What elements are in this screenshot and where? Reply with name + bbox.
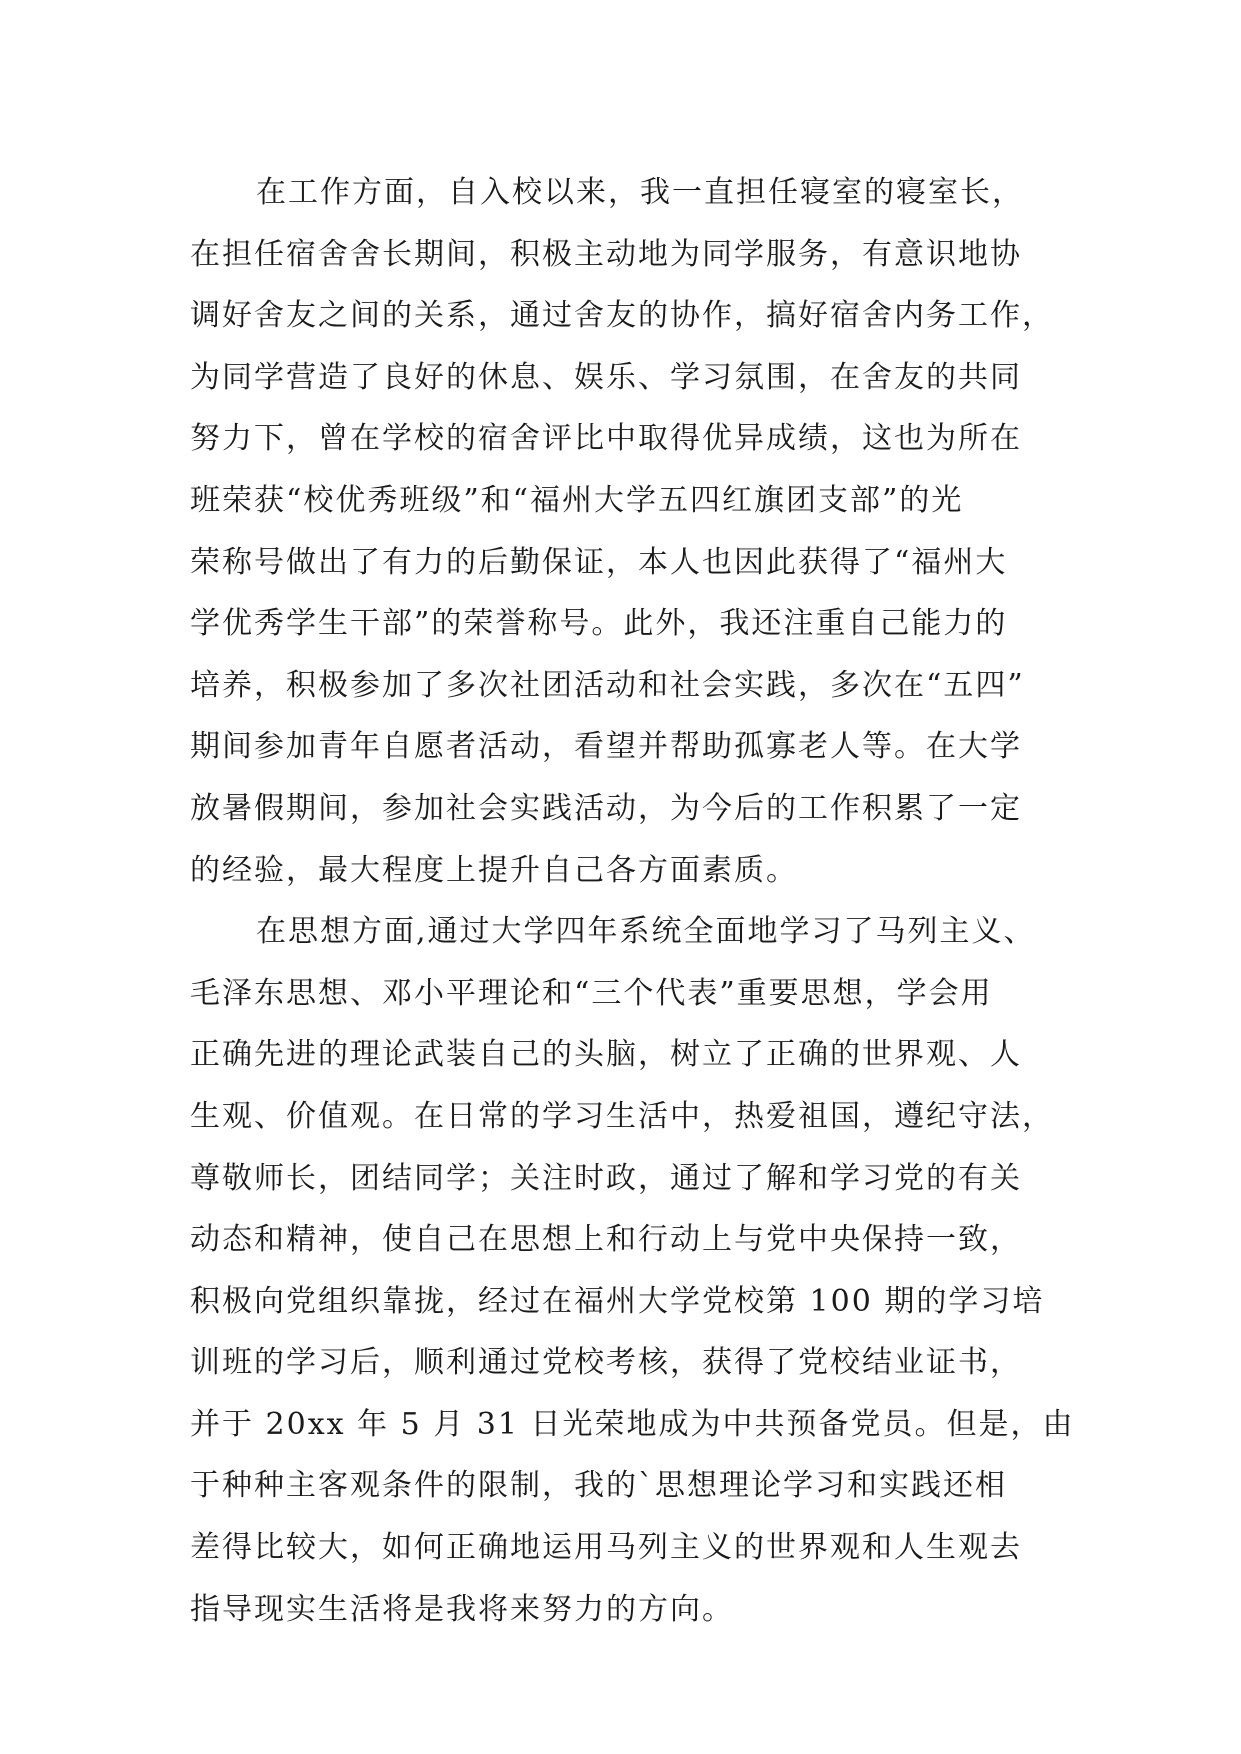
text-line: 在思想方面,通过大学四年系统全面地学习了马列主义、 [256, 914, 1036, 950]
text-line: 指导现实生活将是我将来努力的方向。 [190, 1591, 734, 1627]
text-line: 放暑假期间，参加社会实践活动，为今后的工作积累了一定 [190, 790, 1022, 826]
text-line: 积极向党组织靠拢，经过在福州大学党校第 100 期的学习培 [190, 1283, 1045, 1319]
text-line: 差得比较大，如何正确地运用马列主义的世界观和人生观去 [190, 1530, 1022, 1566]
text-line: 培养，积极参加了多次社团活动和社会实践，多次在“五四” [190, 667, 1025, 703]
document-body [190, 162, 1075, 1640]
text-line: 荣称号做出了有力的后勤保证，本人也因此获得了“福州大 [190, 544, 1008, 580]
text-line: 期间参加青年自愿者活动，看望并帮助孤寡老人等。在大学 [190, 729, 1022, 765]
text-line: 尊敬师长，团结同学；关注时政，通过了解和学习党的有关 [190, 1160, 1022, 1196]
paragraph-work [190, 162, 1060, 901]
text-line: 学优秀学生干部”的荣誉称号。此外，我还注重自己能力的 [190, 606, 1008, 642]
text-line: 训班的学习后，顺利通过党校考核，获得了党校结业证书， [190, 1345, 1022, 1381]
text-line: 班荣获“校优秀班级”和“福州大学五四红旗团支部”的光 [190, 482, 964, 518]
text-line: 在担任宿舍舍长期间，积极主动地为同学服务，有意识地协 [190, 236, 1022, 272]
text-line: 的经验，最大程度上提升自己各方面素质。 [190, 852, 798, 888]
text-line: 并于 20xx 年 5 月 31 日光荣地成为中共预备党员。但是，由 [190, 1406, 1075, 1442]
text-line: 生观、价值观。在日常的学习生活中，热爱祖国，遵纪守法， [190, 1098, 1054, 1134]
text-line: 在工作方面，自入校以来，我一直担任寝室的寝室长， [256, 175, 1024, 210]
text-line: 毛泽东思想、邓小平理论和“三个代表”重要思想，学会用 [190, 975, 993, 1011]
paragraph-thought [190, 901, 1075, 1640]
text-line: 调好舍友之间的关系，通过舍友的协作，搞好宿舍内务工作， [190, 298, 1054, 334]
text-line: 为同学营造了良好的休息、娱乐、学习氛围，在舍友的共同 [190, 359, 1022, 395]
text-line: 努力下，曾在学校的宿舍评比中取得优异成绩，这也为所在 [190, 421, 1022, 457]
text-line: 于种种主客观条件的限制，我的`思想理论学习和实践还相 [190, 1468, 1007, 1504]
text-line: 正确先进的理论武装自己的头脑，树立了正确的世界观、人 [190, 1037, 1022, 1073]
text-line: 动态和精神，使自己在思想上和行动上与党中央保持一致， [190, 1222, 1022, 1258]
